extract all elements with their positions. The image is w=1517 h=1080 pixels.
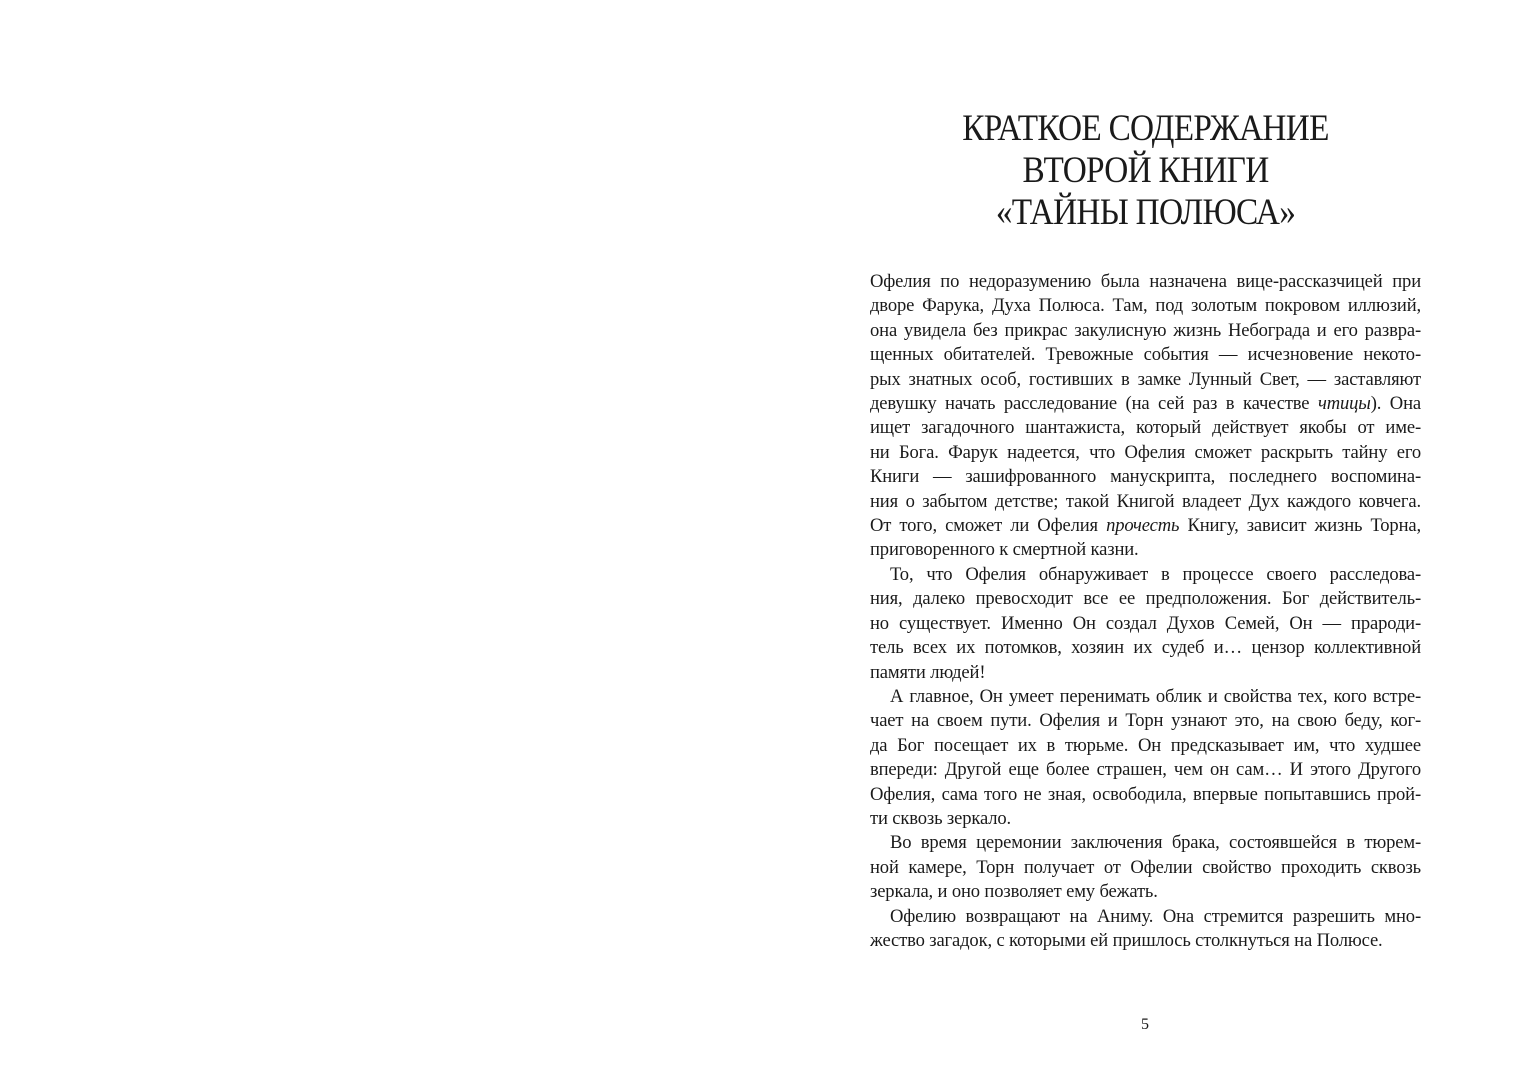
page-number: 5 [1141,1016,1149,1033]
text-segment: приговоренного к смертной казни. [870,539,1139,561]
text-segment: жество загадок, с которыми ей пришлось столкнуться на Полюсе. [870,929,1383,951]
text-segment: А главное, Он умеет перенимать облик и свойства тех, кого встре- [890,685,1421,707]
text-line [870,807,1421,831]
text-segment: девушку начать расследование (на сей раз в качестве [870,393,1318,415]
text-segment: От того, сможет ли Офелия [870,515,1107,537]
text-segment: Во время церемонии заключения брака, состоявшейся в тюрем- [890,832,1421,854]
text-line [870,758,1421,782]
text-segment: впереди: Другой еще более страшен, чем он сам… И этого Другого [870,759,1421,781]
text-line [870,514,1421,538]
text-segment: дворе Фарука, Духа Полюса. Там, под золотым покровом иллюзий, [870,295,1421,317]
text-line [870,636,1421,660]
text-line [870,441,1421,465]
text-line [870,392,1421,416]
italic-text: прочесть [1106,515,1180,537]
text-line [870,905,1421,929]
text-segment: ни Бога. Фарук надеется, что Офелия сможет раскрыть тайну его [870,441,1421,463]
text-line [870,685,1421,709]
text-line [870,587,1421,611]
text-segment: Книги — зашифрованного манускрипта, последнего воспомина- [870,466,1421,488]
text-line [870,661,1421,685]
text-segment: зеркала, и оно позволяет ему бежать. [870,881,1158,903]
text-line [870,856,1421,880]
text-segment: чает на своем пути. Офелия и Торн узнают это, на свою беду, ког- [870,710,1421,732]
text-segment: щенных обитателей. Тревожные события — исчезновение некото- [870,344,1421,366]
title-line: ВТОРОЙ КНИГИ [1022,150,1269,191]
text-segment: памяти людей! [870,661,986,683]
text-segment: Офелия, сама того не зная, освободила, впервые попытавшись прой- [870,783,1421,805]
title-line: «ТАЙНЫ ПОЛЮСА» [995,192,1296,233]
text-line [870,831,1421,855]
text-line [870,880,1421,904]
text-line [870,294,1421,318]
text-segment: ния о забытом детстве; такой Книгой владеет Дух каждого ковчега. [870,490,1421,512]
text-line [870,490,1421,514]
text-segment: ищет загадочного шантажиста, который действует якобы от име- [870,417,1421,439]
text-segment: но существует. Именно Он создал Духов Семей, Он — прароди- [870,612,1421,634]
text-line [870,538,1421,562]
text-line [870,465,1421,489]
text-line [870,612,1421,636]
text-line [870,319,1421,343]
text-segment: ). Она [1370,393,1421,415]
text-segment: ния, далеко превосходит все ее предположения. Бог действитель- [870,588,1421,610]
title-line: КРАТКОЕ СОДЕРЖАНИЕ [962,108,1329,149]
text-segment: ти сквозь зеркало. [870,807,1012,829]
text-segment: То, что Офелия обнаруживает в процессе своего расследова- [890,563,1421,585]
text-segment: тель всех их потомков, хозяин их судеб и… цензор коллективной [870,637,1421,659]
text-line [870,709,1421,733]
text-line [870,416,1421,440]
text-line [870,929,1421,953]
summary-text [870,270,1421,953]
text-segment: она увидела без прикрас закулисную жизнь Небограда и его развра- [870,319,1421,341]
text-line [870,563,1421,587]
italic-text: чтицы [1317,393,1371,415]
text-line [870,270,1421,294]
text-segment: Офелию возвращают на Аниму. Она стремится разрешить мно- [890,905,1421,927]
chapter-title [870,108,1421,234]
text-line [870,343,1421,367]
text-segment: рых знатных особ, гостивших в замке Лунный Свет, — заставляют [870,368,1421,390]
text-segment: Книгу, зависит жизнь Торна, [1179,515,1421,537]
text-segment: Офелия по недоразумению была назначена вице-рассказчицей при [870,271,1421,292]
text-line [870,734,1421,758]
text-line [870,783,1421,807]
text-line [870,368,1421,392]
text-segment: да Бог посещает их в тюрьме. Он предсказывает им, что худшее [870,734,1421,756]
text-segment: ной камере, Торн получает от Офелии свойство проходить сквозь [870,856,1421,878]
